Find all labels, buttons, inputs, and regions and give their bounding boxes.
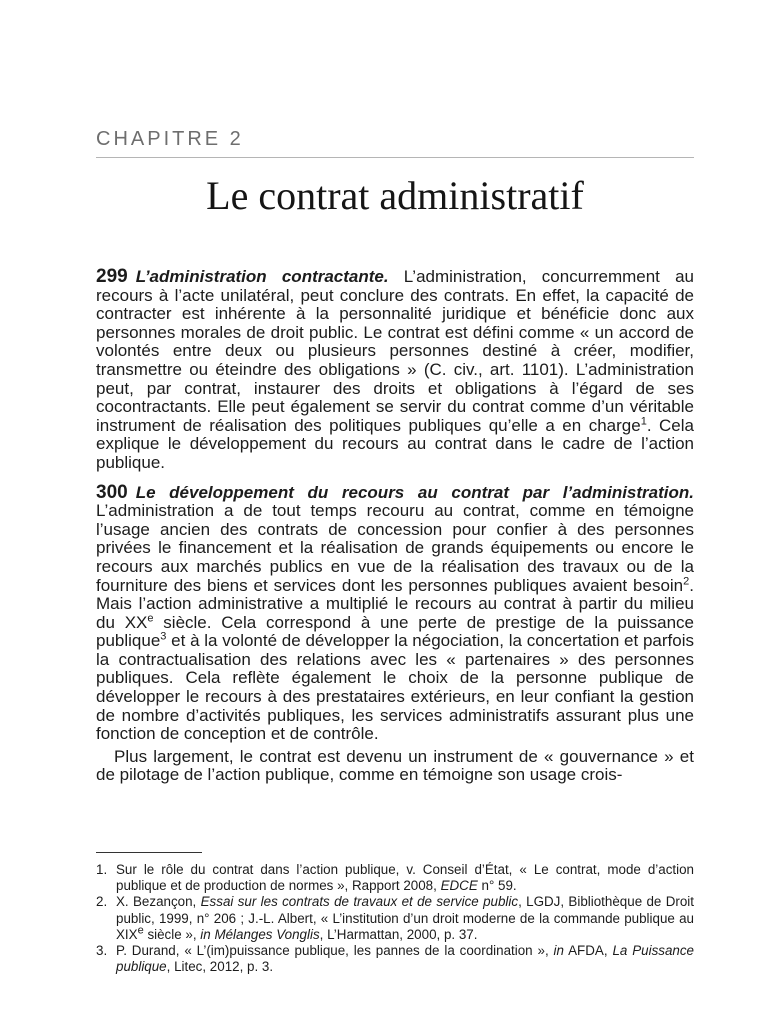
footnote-text-part: , LGDJ, Bibliothèque de Droit public, 1999, n° 206 ; J.-L. Albert, « L’institution d’un droit moderne de la commande publique au XIX [116,894,694,942]
footnote-text-part: AFDA, [563,943,613,959]
footnote-text [116,894,694,943]
book-page [96,0,694,1024]
paragraph-299 [96,268,694,473]
footnote-ref-3: 3 [160,630,167,643]
footnote-text [116,862,694,894]
paragraph-text: . Cela explique le développement du recours au contrat dans le cadre de l’action publique. [96,415,694,472]
paragraph-text: et à la volonté de développer la négociation, la concertation et parfois la contractualisation des relations avec les « partenaires » des personnes publiques. Cela reflète également le choix de la personne publique de développer le recours à des prestataires extérieurs, en leur confiant la gestion de nombre d’activités publiques, les services administratifs assurant plus une fonction de conception et de contrôle. [96,631,694,744]
paragraph-number: 300 [96,481,128,503]
main-text [96,268,694,785]
footnotes [96,862,694,975]
paragraph-continuation: Plus largement, le contrat est devenu un instrument de « gouvernance » et de pilotage de l’action publique, comme en témoigne son usage crois- [96,746,694,785]
footnote-text-part: , L’Harmattan, 2000, p. 37. [319,926,478,942]
footnote-3 [96,943,694,975]
paragraph-text: L’administration, concurremment au recours à l’acte unilatéral, peut conclure des contrats. En effet, la capacité de contracter est inhérente à la personnalité juridique et bénéficie donc aux personnes morales de droit public. Le contrat est défini comme « un accord de volontés entre deux ou plusieurs personnes destiné à créer, modifier, transmettre ou éteindre des obligations » (C. civ., art. 1101). L’administration peut, par contrat, instaurer des droits et obligations à l’égard de ses cocontractants. Elle peut également se servir du contrat comme d’un véritable instrument de réalisation des politiques publiques qu’elle a en charge [96,267,694,435]
paragraph-300 [96,481,694,744]
paragraph-heading: L’administration contractante. [135,267,389,286]
century-superscript: e [137,924,144,937]
footnote-divider [96,852,202,853]
paragraph-heading: Le développement du recours au contrat par l’administration. [135,482,694,502]
footnote-text [116,943,694,975]
footnote-text-part: n° 59. [477,878,517,894]
paragraph-text: siècle. Cela correspond à une perte de prestige de la puissance publique [96,612,694,651]
chapter-title: Le contrat administratif [206,173,584,218]
footnote-ref-2: 2 [683,574,690,587]
footnote-text-italic: EDCE [440,878,478,894]
paragraph-number: 299 [96,266,128,287]
footnote-text-part: P. Durand, « L’(im)puissance publique, les pannes de la coordination », [116,943,554,959]
footnote-ref-1: 1 [640,415,647,428]
footnote-text-italic: Essai sur les contrats de travaux et de service public [200,894,519,910]
footnote-text-italic: in Mélanges Vonglis [200,926,320,942]
paragraph-text: . Mais l’action administrative a multiplié le recours au contrat à partir du milieu du XX [96,575,694,632]
footnote-number: 3. [96,943,108,959]
footnote-number: 1. [96,862,108,877]
paragraph-text: L’administration a de tout temps recouru au contrat, comme en témoigne l’usage ancien des contrats de concession pour confier à des personnes privées le financement et la réalisation de grands équipements ou encore le recours aux marchés publics en vue de la réalisation des travaux ou de la fourniture des biens et services dont les personnes publiques avaient besoin [96,501,694,595]
footnote-text-part: siècle », [143,926,201,942]
footnote-text-part: X. Bezançon, [116,894,201,910]
chapter-label: CHAPITRE 2 [96,128,244,150]
footnote-2 [96,894,694,943]
footnote-number: 2. [96,894,108,910]
century-superscript: e [147,612,154,625]
footnote-text-italic: in [553,943,564,959]
footnote-text-part: , Litec, 2012, p. 3. [166,959,274,975]
footnote-text-part: Sur le rôle du contrat dans l’action publique, v. Conseil d’État, « Le contrat, mode d’action publique et de production de normes », Rapport 2008, [116,862,694,894]
chapter-divider [96,157,694,158]
footnote-text-italic: La Puissance publique [116,943,694,975]
footnote-1 [96,862,694,894]
